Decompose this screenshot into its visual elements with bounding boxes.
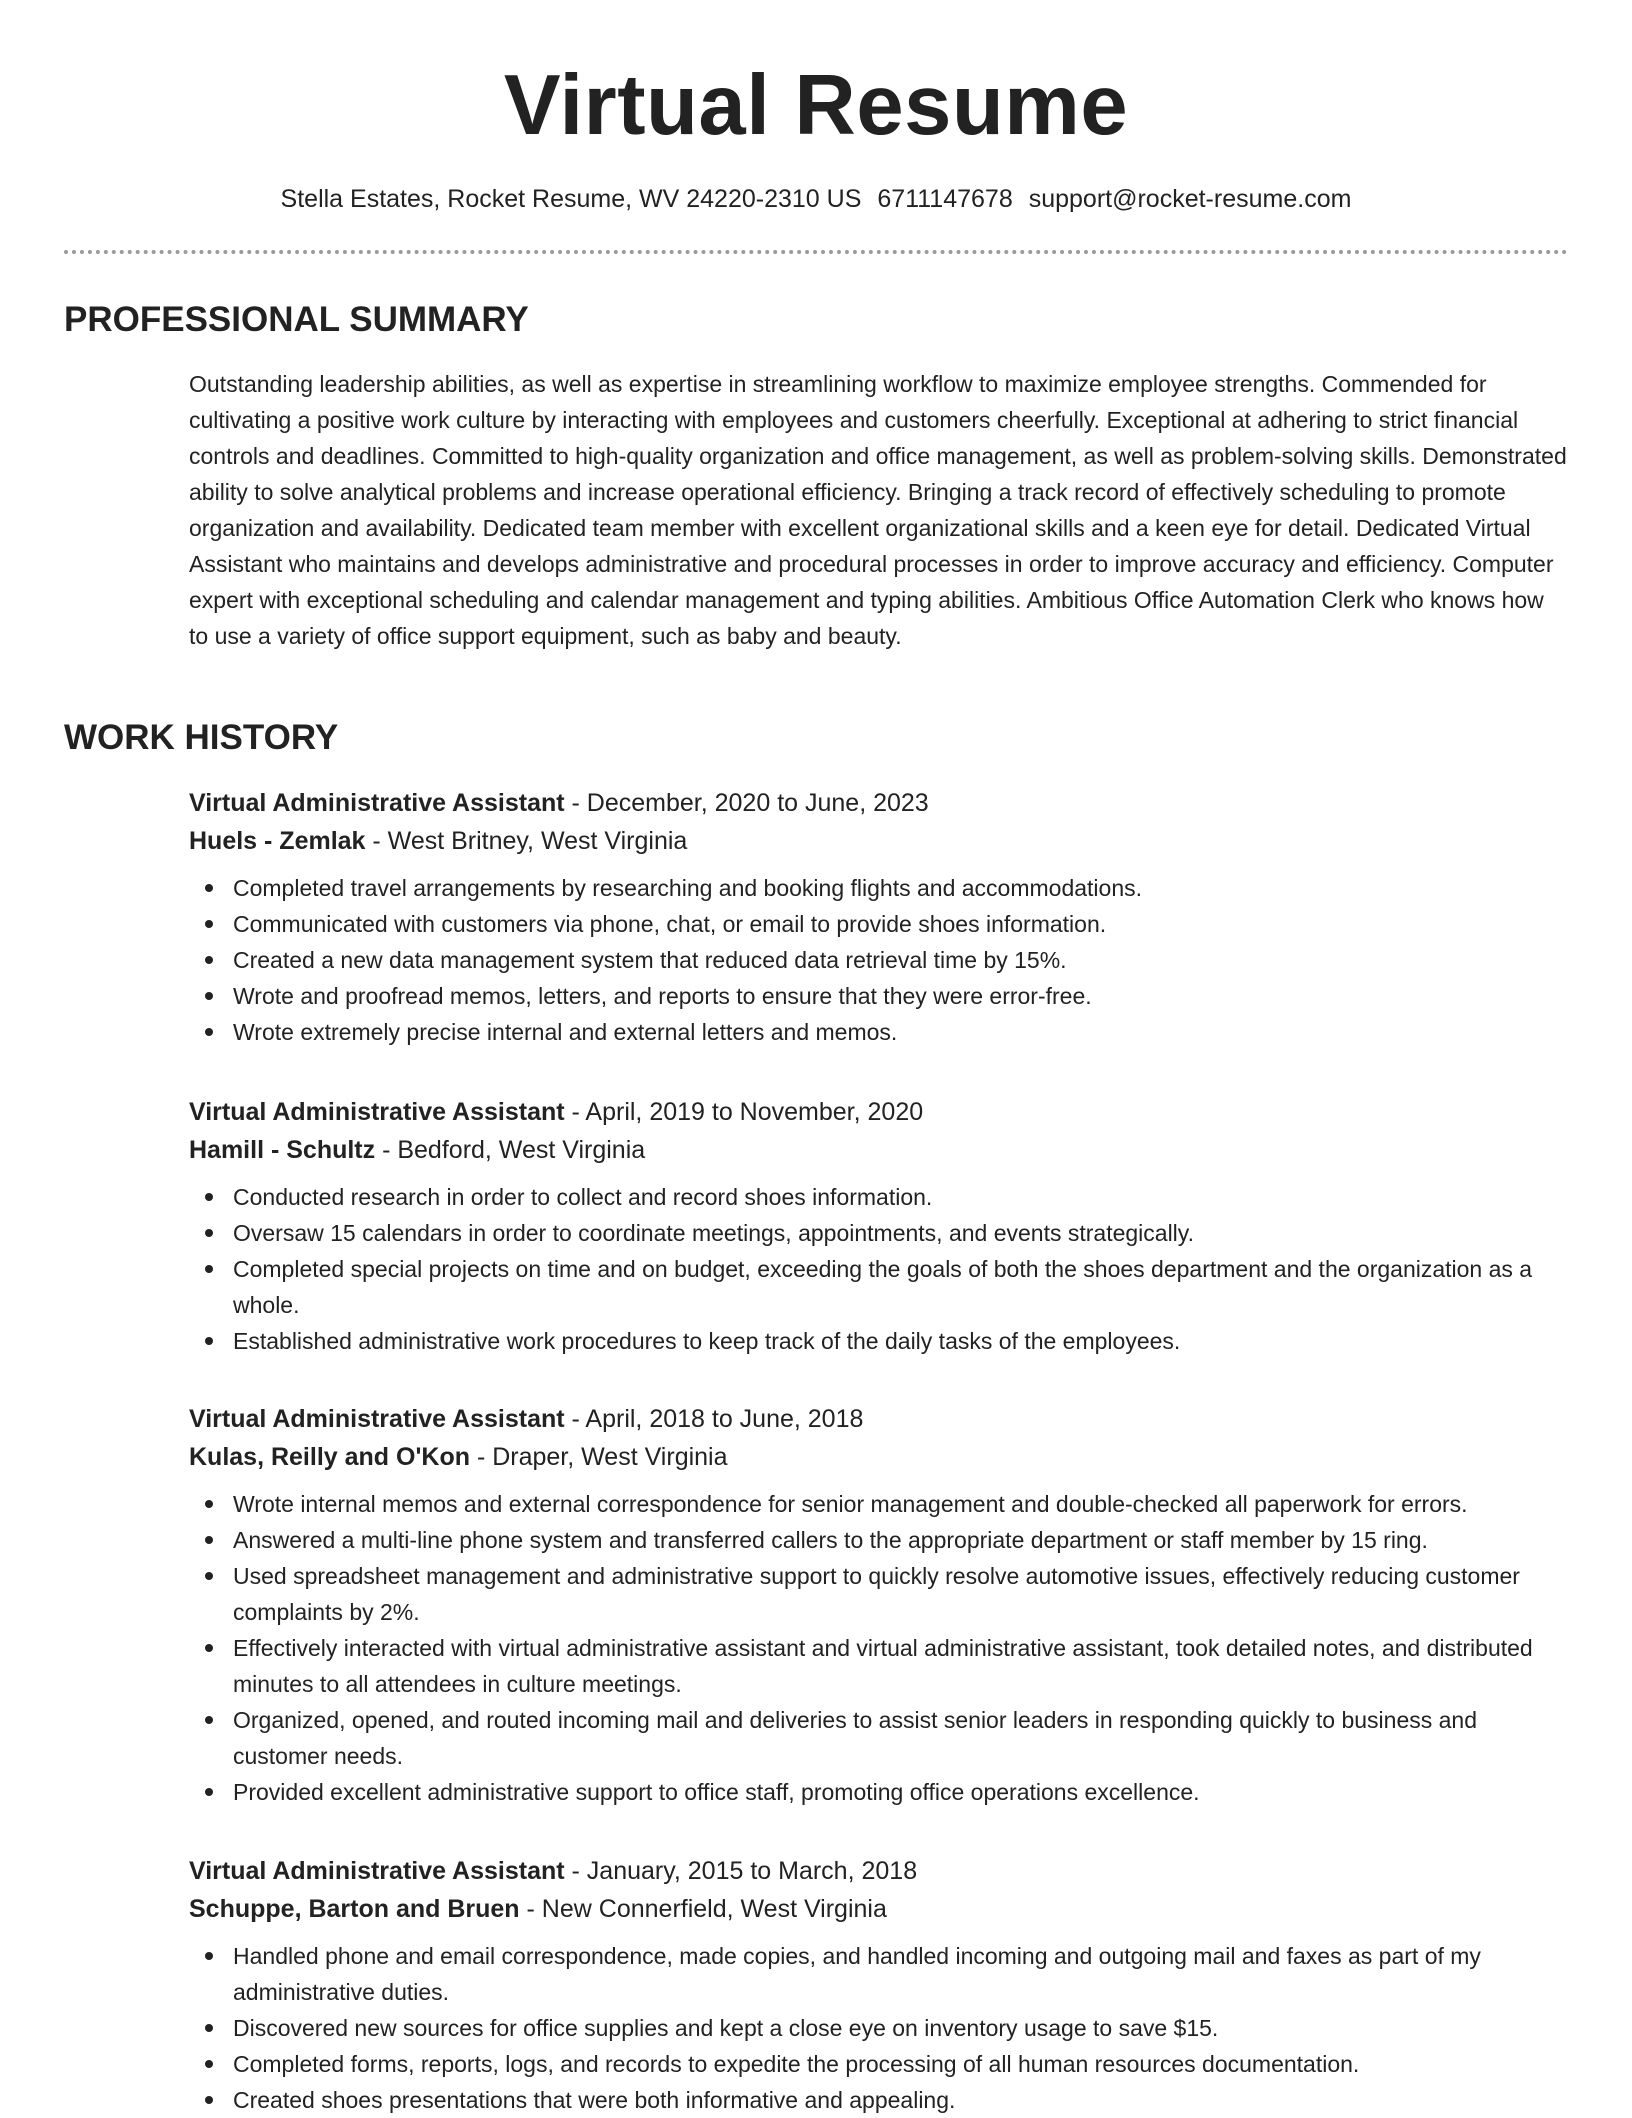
job-company: Huels - Zemlak: [189, 827, 366, 855]
job-bullet: Organized, opened, and routed incoming mail and deliveries to assist senior leaders in responding quickly to business and customer needs.: [233, 1702, 1569, 1774]
job-bullets: [189, 1179, 1569, 1359]
job-company-line: [189, 1131, 1569, 1169]
header-divider: [64, 250, 1568, 254]
job-title-line: [189, 1400, 1569, 1438]
summary-heading: PROFESSIONAL SUMMARY: [64, 300, 529, 339]
job-entry: [189, 1400, 1569, 1810]
job-title: Virtual Administrative Assistant: [189, 789, 565, 817]
job-bullet: Handled phone and email correspondence, made copies, and handled incoming and outgoing mail and faxes as part of my administrative duties.: [233, 1938, 1569, 2010]
job-bullet: Completed travel arrangements by researching and booking flights and accommodations.: [233, 870, 1569, 906]
job-bullet: Provided excellent administrative support to office staff, promoting office operations excellence.: [233, 1774, 1569, 1810]
job-company-line: [189, 822, 1569, 860]
job-dates: - April, 2018 to June, 2018: [564, 1405, 864, 1433]
job-title-line: [189, 1852, 1569, 1890]
job-bullet: Oversaw 15 calendars in order to coordinate meetings, appointments, and events strategically.: [233, 1215, 1569, 1251]
job-bullet: Established administrative work procedures to keep track of the daily tasks of the employees.: [233, 1323, 1569, 1359]
job-bullet: Created a new data management system that reduced data retrieval time by 15%.: [233, 942, 1569, 978]
job-title-line: [189, 784, 1569, 822]
contact-email: support@rocket-resume.com: [1028, 185, 1352, 213]
job-dates: - April, 2019 to November, 2020: [564, 1098, 924, 1126]
job-bullets: [189, 1938, 1569, 2118]
contact-phone: 6711147678: [877, 185, 1013, 213]
summary-text: Outstanding leadership abilities, as well as expertise in streamlining workflow to maximize employee strengths. Commended for cultivating a positive work culture by interacting with employees and customers cheerfully. Exceptional at adhering to strict financial controls and deadlines. Committed to high-quality organization and office management, as well as problem-solving skills. Demonstrated ability to solve analytical problems and increase operational efficiency. Bringing a track record of effectively scheduling to promote organization and availability. Dedicated team member with excellent organizational skills and a keen eye for detail. Dedicated Virtual Assistant who maintains and develops administrative and procedural processes in order to improve accuracy and efficiency. Computer expert with exceptional scheduling and calendar management and typing abilities. Ambitious Office Automation Clerk who knows how to use a variety of office support equipment, such as baby and beauty.: [189, 371, 1567, 649]
job-title: Virtual Administrative Assistant: [189, 1857, 565, 1885]
job-bullet: Answered a multi-line phone system and transferred callers to the appropriate department or staff member by 15 ring.: [233, 1522, 1569, 1558]
job-dates: - January, 2015 to March, 2018: [564, 1857, 918, 1885]
job-company: Schuppe, Barton and Bruen: [189, 1895, 520, 1923]
job-title: Virtual Administrative Assistant: [189, 1405, 565, 1433]
resume-name: Virtual Resume: [503, 58, 1129, 153]
work-history-heading: WORK HISTORY: [64, 718, 339, 757]
job-location: - Draper, West Virginia: [470, 1443, 728, 1471]
job-company-line: [189, 1438, 1569, 1476]
contact-line: [0, 182, 1632, 216]
job-company: Hamill - Schultz: [189, 1136, 376, 1164]
contact-address: Stella Estates, Rocket Resume, WV 24220-2310 US: [280, 185, 862, 213]
job-location: - New Connerfield, West Virginia: [519, 1895, 887, 1923]
job-bullet: Completed forms, reports, logs, and records to expedite the processing of all human resources documentation.: [233, 2046, 1569, 2082]
job-entry: [189, 784, 1569, 1050]
job-bullet: Effectively interacted with virtual administrative assistant and virtual administrative assistant, took detailed notes, and distributed minutes to all attendees in culture meetings.: [233, 1630, 1569, 1702]
job-bullet: Wrote extremely precise internal and external letters and memos.: [233, 1014, 1569, 1050]
job-bullet: Wrote and proofread memos, letters, and reports to ensure that they were error-free.: [233, 978, 1569, 1014]
job-company: Kulas, Reilly and O'Kon: [189, 1443, 470, 1471]
job-bullet: Communicated with customers via phone, chat, or email to provide shoes information.: [233, 906, 1569, 942]
job-dates: - December, 2020 to June, 2023: [564, 789, 929, 817]
job-company-line: [189, 1890, 1569, 1928]
job-location: - West Britney, West Virginia: [365, 827, 688, 855]
job-bullets: [189, 1486, 1569, 1810]
job-bullet: Completed special projects on time and on budget, exceeding the goals of both the shoes department and the organization as a whole.: [233, 1251, 1569, 1323]
job-entry: [189, 1093, 1569, 1359]
job-bullet: Used spreadsheet management and administrative support to quickly resolve automotive issues, effectively reducing customer complaints by 2%.: [233, 1558, 1569, 1630]
job-bullet: Wrote internal memos and external correspondence for senior management and double-checked all paperwork for errors.: [233, 1486, 1569, 1522]
job-location: - Bedford, West Virginia: [375, 1136, 646, 1164]
job-entry: [189, 1852, 1569, 2118]
job-bullets: [189, 870, 1569, 1050]
job-bullet: Discovered new sources for office supplies and kept a close eye on inventory usage to save $15.: [233, 2010, 1569, 2046]
job-title-line: [189, 1093, 1569, 1131]
job-title: Virtual Administrative Assistant: [189, 1098, 565, 1126]
job-bullet: Created shoes presentations that were both informative and appealing.: [233, 2082, 1569, 2118]
job-bullet: Conducted research in order to collect and record shoes information.: [233, 1179, 1569, 1215]
